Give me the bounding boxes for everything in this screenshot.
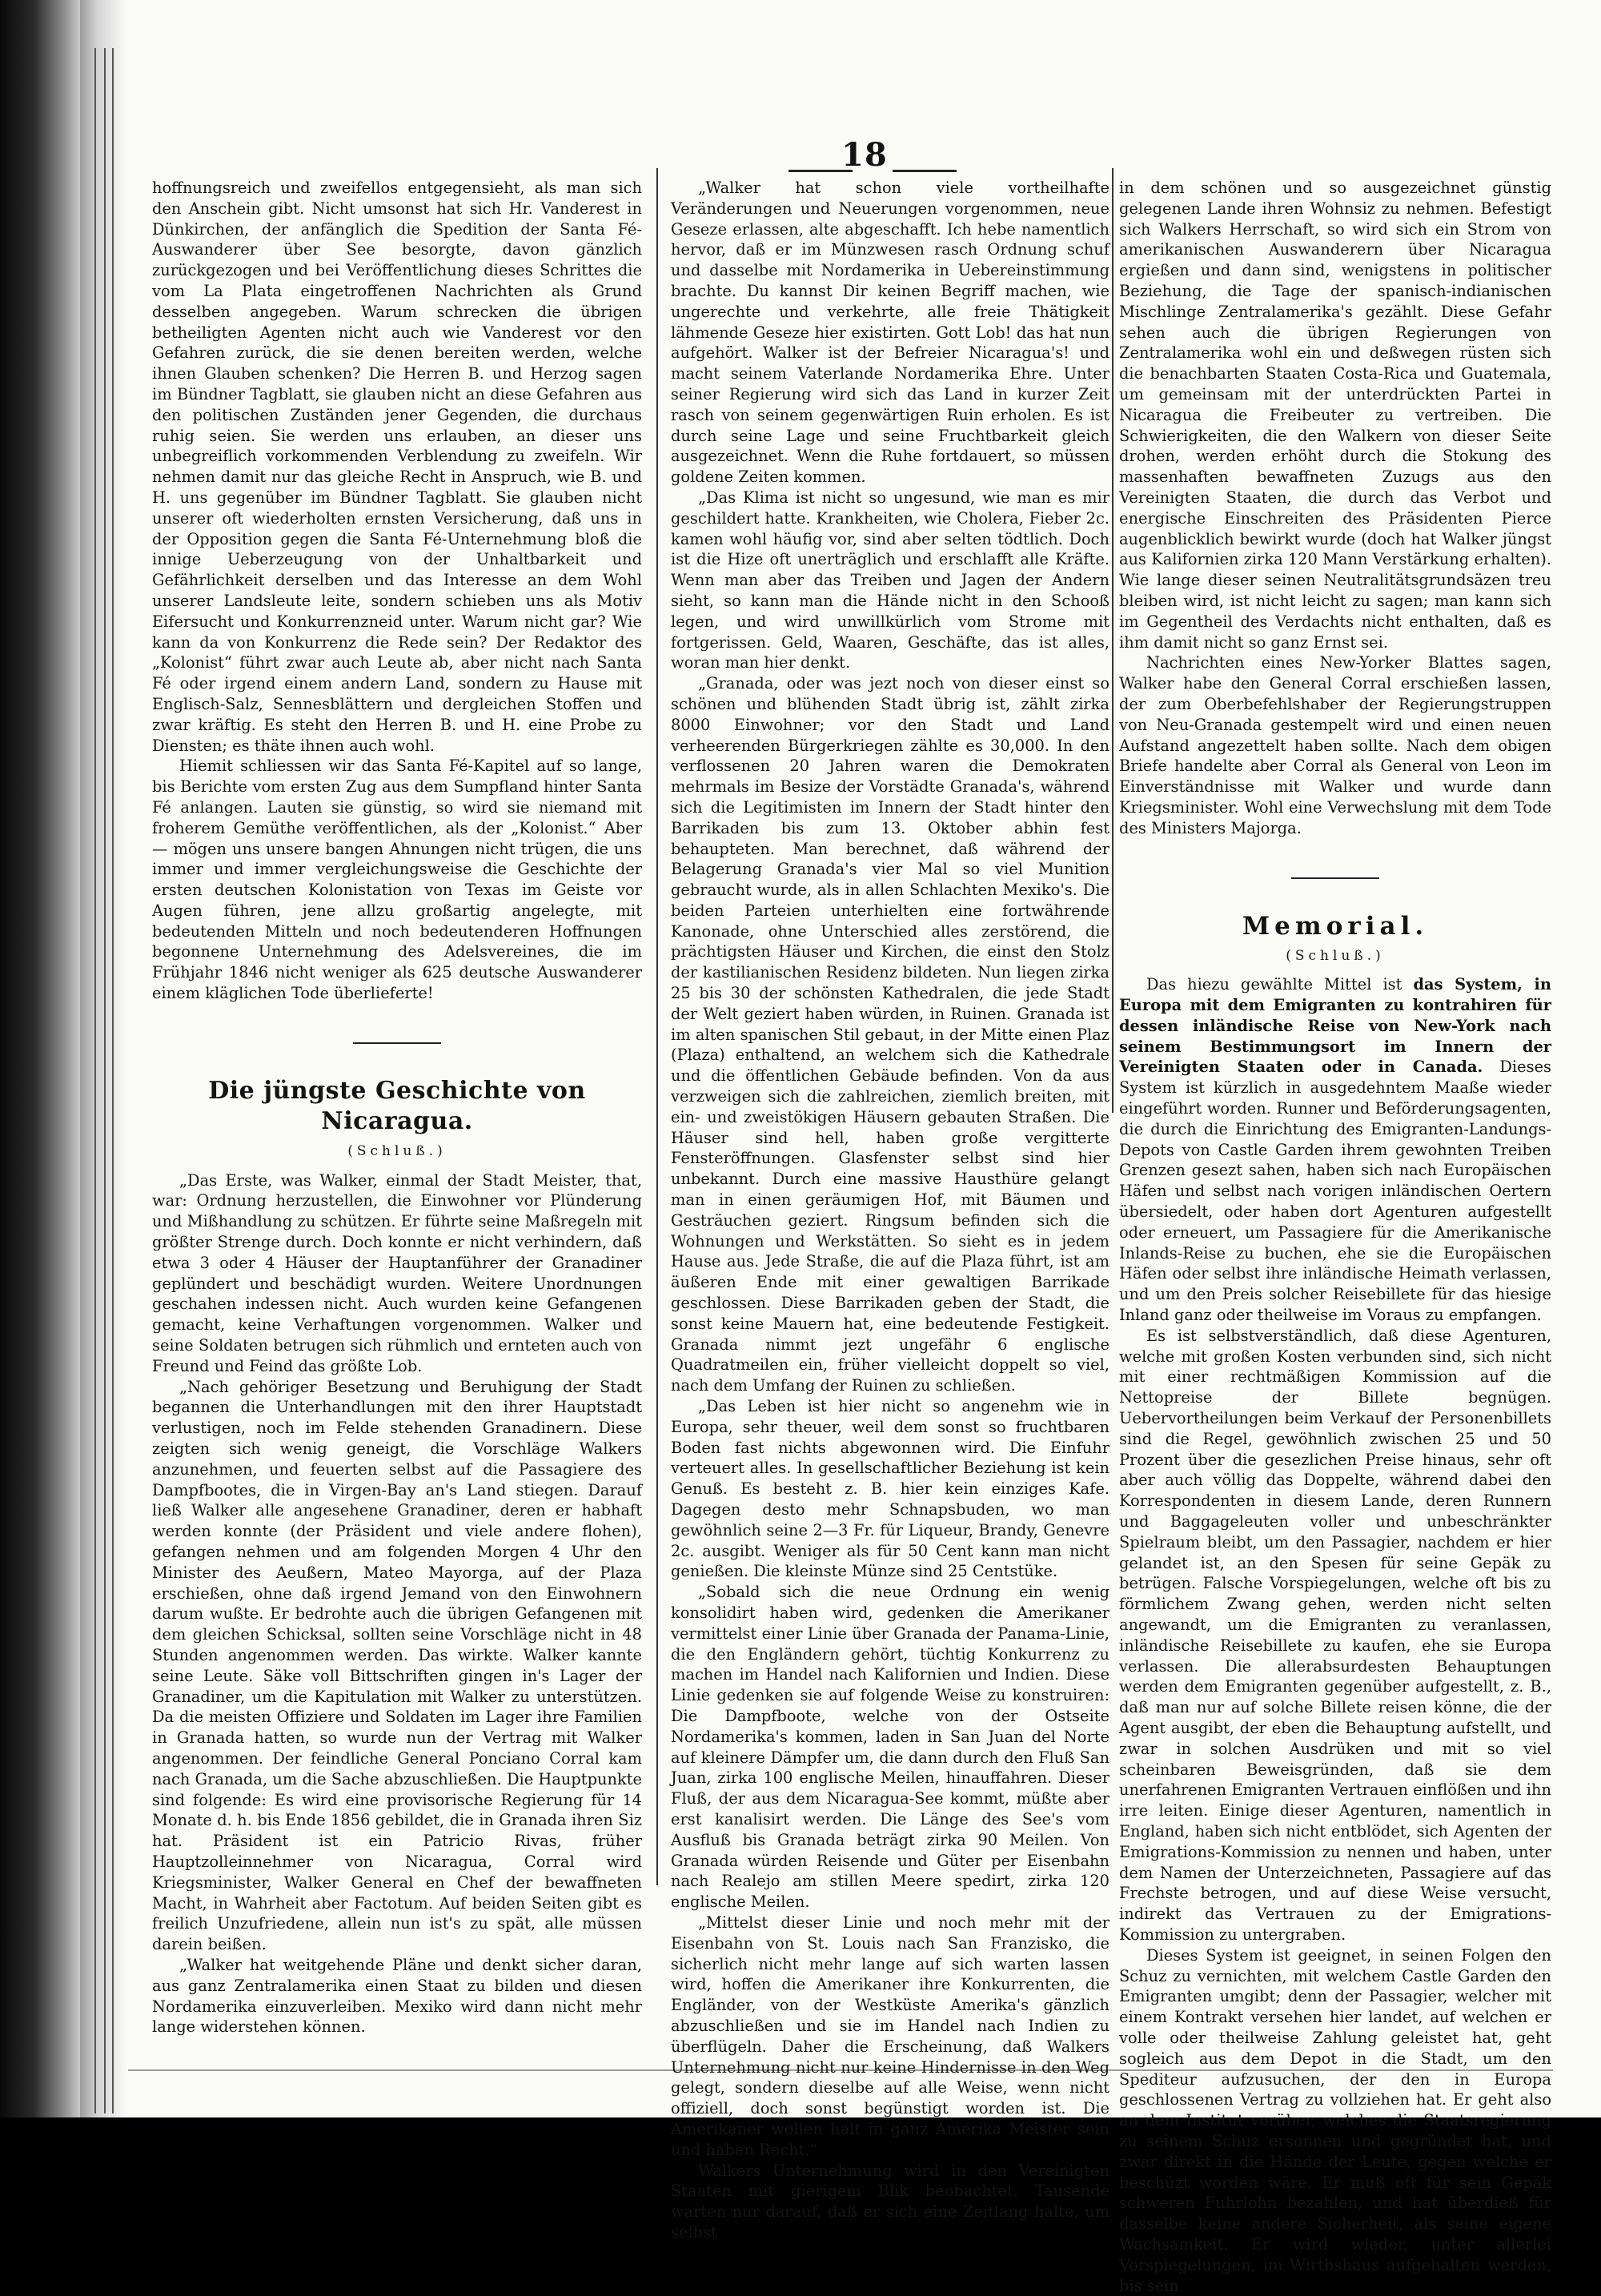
paragraph: „Das Leben ist hier nicht so angenehm wie in Europa, sehr theuer, weil dem sonst so fruchtbaren Boden fast nichts abgewonnen wird. Die Einfuhr verteuert alles. In gesellschaftlicher Beziehung ist kein Genuß. Es besteht z. B. hier kein einziges Kafe. Dagegen desto mehr Schnapsbuden, wo man gewöhnlich seine 2—3 Fr. für Liqueur, Brandy, Genevre 2c. ausgibt. Weniger als für 50 Cent kann man nicht genießen. Die kleinste Münze sind 25 Centstüke. bbox=[671, 1397, 1109, 1581]
scan-dark-margin bbox=[0, 0, 84, 2117]
fold-line bbox=[94, 48, 96, 2113]
column-middle bbox=[671, 178, 1109, 2243]
paragraph: „Das Klima ist nicht so ungesund, wie man es mir geschildert hatte. Krankheiten, wie Cholera, Fieber 2c. kamen wohl häufig vor, sind aber selten tödtlich. Doch ist die Hize oft unerträglich und erschlafft alle Kräfte. Wenn man aber das Treiben und Jagen der Andern sieht, so kann man die Hände nicht in den Schooß legen, und wird unwillkürlich vom Strome mit fortgerissen. Geld, Waaren, Geschäfte, das ist alles, woran man hier denkt. bbox=[671, 488, 1109, 672]
article-subhead: (Schluß.) bbox=[1286, 947, 1385, 964]
paragraph: hoffnungsreich und zweifellos entgegensieht, als man sich den Anschein gibt. Nicht umsonst hat sich Hr. Vanderest in Dünkirchen, der anfänglich die Spedition der Santa Fé-Auswanderer über See besorgte, davon gänzlich zurückgezogen und bei Veröffentlichung dieses Schrittes die vom La Plata eingetroffenen Nachrichten als Grund desselben angegeben. Warum schrecken die übrigen betheiligten Agenten nicht auch wie Vanderest vor den Gefahren zurück, die sie denen bereiten werden, welche ihnen Glauben schenken? Die Herren B. und Herzog sagen im Bündner Tagblatt, sie glauben nicht an diese Gefahren aus den politischen Zuständen jener Gegenden, die durchaus ruhig seien. Sie werden uns erlauben, an dieser uns unbegreiflich vorkommenden Verblendung zu zweifeln. Wir nehmen damit nur das gleiche Recht in Anspruch, wie B. und H. uns gegenüber im Bündner Tagblatt. Sie glauben nicht unserer oft wiederholten ernsten Versicherung, daß uns in der Opposition gegen die Santa Fé-Unternehmung bloß die innige Ueberzeugung von der Unhaltbarkeit und Gefährlichkeit derselben und das Interesse an dem Wohl unserer Landsleute leite, sondern schieben uns als Motiv Eifersucht und Konkurrenzneid unter. Warum nicht gar? Wie kann da von Konkurrenz die Rede sein? Der Redaktor des „Kolonist“ führt zwar auch Leute ab, aber nicht nach Santa Fé oder irgend einem andern Land, sondern zu Hause mit Englisch-Salz, Sennesblättern und dergleichen Stoffen und zwar kräftig. Es steht den Herren B. und H. eine Probe zu Diensten; es thäte ihnen auch wohl. bbox=[152, 179, 642, 755]
paragraph: „Nach gehöriger Besetzung und Beruhigung der Stadt begannen die Unterhandlungen mit den ihrer Hauptstadt verlustigen, noch im Felde stehenden Granadinern. Diese zeigten sich wenig geneigt, die Vorschläge Walkers anzunehmen, und feuerten selbst auf die Passagiere des Dampfbootes, die in Virgen-Bay an's Land stiegen. Darauf ließ Walker alle angesehene Granadiner, deren er habhaft werden konnte (der Präsident und viele andere flohen), gefangen nehmen und am folgenden Morgen 4 Uhr den Minister des Aeußern, Mateo Mayorga, auf der Plaza erschießen, ohne daß irgend Jemand von den Einwohnern darum wußte. Er bedrohte auch die übrigen Gefangenen mit dem gleichen Schicksal, sollten seine Vorschläge nicht in 48 Stunden angenommen werden. Das wirkte. Walker kannte seine Leute. Säke voll Bittschriften gingen in's Lager der Granadiner, um die Kapitulation mit Walker zu unterstützen. Da die meisten Offiziere und Soldaten im Lager ihre Familien in Granada hatten, so wurde nun der Vertrag mit Walker angenommen. Der feindliche General Ponciano Corral kam nach Granada, um die Sache abzuschließen. Die Hauptpunkte sind folgende: Es wird eine provisorische Regierung für 14 Monate d. h. bis Ende 1856 gebildet, die in Granada ihren Siz hat. Präsident ist ein Patricio Rivas, früher Hauptzolleinnehmer von Nicaragua, Corral wird Kriegsminister, Walker General en Chef der bewaffneten Macht, in Wahrheit aber Factotum. Auf beiden Seiten gibt es freilich Unzufriedene, allein nun ist's zu spät, alle müssen darein beißen. bbox=[152, 1377, 642, 1954]
fold-line bbox=[112, 48, 114, 2113]
paragraph: „Sobald sich die neue Ordnung ein wenig konsolidirt haben wird, gedenken die Amerikaner vermittelst einer Linie über Granada der Panama-Linie, die den Engländern gehört, tüchtig Konkurrenz zu machen im Handel nach Kalifornien und Indien. Diese Linie gedenken sie auf folgende Weise zu konstruiren: Die Dampfboote, welche von der Ostseite Nordamerika's kommen, laden in San Juan del Norte auf kleinere Dämpfer um, die dann durch den Fluß San Juan, zirka 100 englische Meilen, hinauffahren. Dieser Fluß, der aus dem Nicaragua-See kommt, müßte aber erst kanalisirt werden. Die Länge des See's vom Ausfluß bis Granada beträgt zirka 90 Meilen. Von Granada würden Reisende und Güter per Eisenbahn nach Realejo am stillen Meere spedirt, zirka 120 englische Meilen. bbox=[671, 1583, 1109, 1912]
paragraph: „Walker hat weitgehende Pläne und denkt sicher daran, aus ganz Zentralamerika einen Staat zu bilden und diesen Nordamerika einzuverleiben. Mexiko wird dann nicht mehr lange widerstehen können. bbox=[152, 1955, 642, 2037]
paragraph: Es ist selbstverständlich, daß diese Agenturen, welche mit großen Kosten verbunden sind, sich nicht mit einer rechtmäßigen Kommission auf die Nettopreise der Billete begnügen. Uebervortheilungen beim Verkauf der Personenbillets sind die Regel, gewöhnlich zwischen 25 und 50 Prozent über die gesezlichen Preise hinaus, sehr oft aber auch völlig das Doppelte, während dabei den Korrespondenten in diesem Lande, deren Runnern und Baggageleuten voller und unbeschränkter Spielraum bleibt, um den Passagier, nachdem er hier gelandet ist, an den Spesen für seine Gepäk zu betrügen. Falsche Vorspiegelungen, welche oft bis zu förmlichem Zwang gehen, werden nicht selten angewandt, um die Emigranten zu veranlassen, inländische Reisebillete zu kaufen, ehe sie Europa verlassen. Die allerabsurdesten Behauptungen werden dem Emigranten gegenüber aufgestellt, z. B., daß man nur auf solche Billete reisen könne, die der Agent ausgibt, der eben die Behauptung aufstellt, und zwar in solchen Ausdrüken und mit so viel scheinbaren Beweisgründen, daß sie dem unerfahrenen Emigranten Vertrauen einflößen und ihn irre leiten. Einige dieser Agenturen, namentlich in England, haben sich nicht entblödet, sich Agenten der Emigrations-Kommission zu nennen und haben, unter dem Namen der Unterzeichneten, Passagiere auf das Frechste betrogen, und auf diese Weise versucht, indirekt das Vertrauen zu der Emigrations-Kommission zu untergraben. bbox=[1119, 1326, 1551, 1944]
paragraph: „Walker hat schon viele vortheilhafte Veränderungen und Neuerungen vorgenommen, neue Geseze erlassen, alte abgeschafft. Ich hebe namentlich hervor, daß er im Münzwesen rasch Ordnung schuf und dasselbe mit Nordamerika in Uebereinstimmung brachte. Du kannst Dir keinen Begriff machen, wie ungerechte und verkehrte, alle freie Thätigkeit lähmende Geseze hier existirten. Gott Lob! das hat nun aufgehört. Walker ist der Befreier Nicaragua's! und macht seinem Vaterlande Nordamerika Ehre. Unter seiner Regierung wird sich das Land in kurzer Zeit rasch von seinem gegenwärtigen Ruin erholen. Es ist durch seine Lage und seine Fruchtbarkeit gleich ausgezeichnet. Wenn die Ruhe fortdauert, so müssen goldene Zeiten kommen. bbox=[671, 179, 1109, 487]
paragraph: „Granada, oder was jezt noch von dieser einst so schönen und blühenden Stadt übrig ist, zählt zirka 8000 Einwohner; vor den Stadt und Land verheerenden Bürgerkriegen zählte es 30,000. In den verflossenen 20 Jahren waren die Demokraten mehrmals im Besize der Vorstädte Granada's, während sich die Legitimisten im Innern der Stadt hinter den Barrikaden bis zum 13. Oktober abhin fest behaupteten. Man berechnet, daß während der Belagerung Granada's vier Mal so viel Munition gebraucht wurde, als in allen Schlachten Mexiko's. Die beiden Parteien unterhielten eine fortwährende Kanonade, ohne Unterschied alles zerstörend, die prächtigsten Häuser und Kirchen, die einst den Stolz der kastilianischen Residenz bildeten. Nun liegen zirka 25 bis 30 der schönsten Kathedralen, die jede Stadt der Welt geziert haben würden, in Ruinen. Granada ist im alten spanischen Stil gebaut, in der Mitte einen Plaz (Plaza) enthaltend, an welchem sich die Kathedrale und die öffentlichen Gebäude befinden. Von da aus verzweigen sich die zahlreichen, ziemlich breiten, mit ein- und zweistökigen Häusern gebauten Straßen. Die Häuser sind hell, haben große vergitterte Fensteröffnungen. Glasfenster selbst sind hier unbekannt. Durch eine massive Hausthüre gelangt man in einen geräumigen Hof, mit Bäumen und Gesträuchen geziert. Ringsum befinden sich die Wohnungen und Werkstätten. So sieht es in jedem Hause aus. Jede Straße, die auf die Plaza führt, ist am äußeren Ende mit einer gewaltigen Barrikade geschlossen. Diese Barrikaden geben der Stadt, die sonst keine Mauern hat, eine bedeutende Festigkeit. Granada nimmt jezt ungefähr 6 englische Quadratmeilen ein, früher vielleicht doppelt so viel, nach dem Umfang der Ruinen zu schließen. bbox=[671, 674, 1109, 1395]
lead-emphasis: das System, in Europa mit dem Emigranten zu kontrahiren für dessen inländische Reise von New-York nach seinem Bestimmungsort im Innern der Vereinigten Staaten oder in Canada. bbox=[1119, 975, 1551, 1077]
column-divider bbox=[656, 168, 658, 1885]
section-separator bbox=[1291, 877, 1379, 879]
article-headline: Die jüngste Geschichte von Nicaragua. bbox=[208, 1076, 586, 1135]
paragraph-lead bbox=[1119, 974, 1551, 1326]
page-number: 18 bbox=[841, 136, 888, 174]
paragraph: Hiemit schliessen wir das Santa Fé-Kapitel auf so lange, bis Berichte vom ersten Zug aus dem Sumpfland hinter Santa Fé anlangen. Lauten sie günstig, so wird sie niemand mit froherem Gemüthe veröffentlichen, als der „Kolonist.“ Aber — mögen uns unsere bangen Ahnungen nicht trügen, die uns immer und immer vergleichungsweise die Geschichte der ersten deutschen Kolonistation von Texas im Geiste vor Augen führen, jene allzu großartig angelegte, mit bedeutenden Mitteln und noch bedeutenderen Hoffnungen begonnene Unternehmung des Adelsvereines, die im Frühjahr 1846 nicht weniger als 625 deutsche Auswanderer einem kläglichen Tode überlieferte! bbox=[152, 757, 642, 1003]
column-left bbox=[152, 178, 642, 2037]
paragraph: Nachrichten eines New-Yorker Blattes sagen, Walker habe den General Corral erschießen lassen, der zum Oberbefehlshaber der Regierungstruppen von Neu-Granada gestempelt wird und einen neuen Aufstand angezettelt haben sollte. Nach dem obigen Briefe handelte aber Corral als General von Leon im Einverständnisse mit Walker und wurde dann Kriegsminister. Wohl eine Verwechslung mit dem Tode des Ministers Majorga. bbox=[1119, 653, 1551, 837]
paragraph: in dem schönen und so ausgezeichnet günstig gelegenen Lande ihren Wohnsiz zu nehmen. Befestigt sich Walkers Herrschaft, so wird sich ein Strom von amerikanischen Auswanderern über Nicaragua ergießen und dann sind, wenigstens in politischer Beziehung, die Tage der spanisch-indianischen Mischlinge Zentralamerika's gezählt. Diese Gefahr sehen auch die übrigen Regierungen von Zentralamerika wohl ein und deßwegen rüsten sich die benachbarten Staaten Costa-Rica und Guatemala, um gemeinsam mit der unterdrückten Partei in Nicaragua die Freibeuter zu vertreiben. Die Schwierigkeiten, die den Walkern von dieser Seite drohen, werden erhöht durch die Stokung des massenhaften bewaffneten Zuzugs aus den Vereinigten Staaten, die durch das Verbot und energische Einschreiten des Präsidenten Pierce augenblicklich bewirkt wurde (doch hat Walker jüngst aus Kalifornien zirka 120 Mann Verstärkung erhalten). Wie lange dieser seinen Neutralitätsgrundsäzen treu bleiben wird, ist nicht leicht zu sagen; man kann sich im Gegentheil des Verdachts nicht enthalten, daß es ihm damit nicht so ganz Ernst sei. bbox=[1119, 179, 1551, 652]
page-number-rule-right bbox=[893, 170, 957, 172]
section-separator bbox=[353, 1042, 441, 1044]
article-headline: Memorial. bbox=[1242, 911, 1429, 941]
paragraph: Dieses System ist geeignet, in seinen Folgen den Schuz zu vernichten, mit welchem Castle Garden den Emigranten umgibt; denn der Passagier, welcher mit einem Kontrakt versehen hier landet, auf welchen er volle oder theilweise Zahlung geleistet hat, geht sogleich aus dem Depot in die Stadt, um den Spediteur aufzusuchen, der den in Europa geschlossenen Vertrag zu vollziehen hat. Er geht also an dem Institut vorüber, welches die Staatsregierung zu seinem Schuz ersonnen und gegründet hat, und zwar direkt in die Hände der Leute, gegen welche er beschüzt worden wäre. Er muß oft für sein Gepäk schweren Fuhrlohn bezahlen, und hat überdieß für dasselbe keine andere Sicherheit, als seine eigene Wachsamkeit. Er wird wieder, unter allerlei Vorspiegelungen, im Wirthshaus aufgehalten werden, bis sein bbox=[1119, 1945, 1551, 2295]
article-subhead: (Schluß.) bbox=[347, 1142, 447, 1159]
fold-line bbox=[104, 48, 106, 2113]
column-divider bbox=[1112, 168, 1113, 1113]
lead-text: Das hiezu gewählte Mittel ist bbox=[1146, 975, 1402, 994]
lead-rest: Dieses System ist kürzlich in ausgedehntem Maaße wieder eingeführt worden. Runner und Beförderungsagenten, die durch die Einrichtung des Emigranten-Landungs-Depots von Castle Garden ihrem gewohnten Treiben Grenzen gesezt sahen, haben sich nach Europäischen Häfen und selbst nach vorigen inländischen Oertern übersiedelt, oder haben dort Agenturen aufgestellt oder erneuert, um Passagiere für die Amerikanische Inlands-Reise zu buchen, ehe sie die Europäischen Häfen oder selbst ihre inländische Heimath verlassen, und um den Preis solcher Reisebillete für das hiesige Inland ganz oder theilweise im Voraus zu empfangen. bbox=[1119, 1058, 1551, 1325]
paragraph: „Das Erste, was Walker, einmal der Stadt Meister, that, war: Ordnung herzustellen, die Einwohner vor Plünderung und Mißhandlung zu schützen. Er führte seine Maßregeln mit größter Strenge durch. Doch konnte er nicht verhindern, daß etwa 3 oder 4 Häuser der Hauptanführer der Granadiner geplündert und beschädigt wurden. Weitere Unordnungen geschahen indessen nicht. Auch wurden keine Gefangenen gemacht, keine Verhaftungen vorgenommen. Walker und seine Soldaten betrugen sich rühmlich und ernteten auch von Freund und Feind das größte Lob. bbox=[152, 1170, 642, 1375]
paragraph: Walkers Unternehmung wird in den Vereinigten Staaten mit gierigem Blik beobachtet. Tausende warten nur darauf, daß er sich eine Zeitlang halte, um selbst bbox=[671, 2161, 1109, 2242]
column-right bbox=[1119, 178, 1551, 2296]
paragraph: „Mittelst dieser Linie und noch mehr mit der Eisenbahn von St. Louis nach San Franzisko, die sicherlich nicht mehr lange auf sich warten lassen wird, hoffen die Amerikaner ihre Konkurrenten, die Engländer, von der Westküste Amerika's gänzlich abzuschließen und sie im Handel nach Indien zu überflügeln. Daher die Erscheinung, daß Walkers Unternehmung nicht nur keine Hindernisse in den Weg gelegt, sondern dieselbe auf alle Weise, wenn nicht offiziell, doch sonst begünstigt worden ist. Die Amerikaner wollen halt in ganz Amerika Meister sein und haben Recht.“ bbox=[671, 1913, 1109, 2159]
